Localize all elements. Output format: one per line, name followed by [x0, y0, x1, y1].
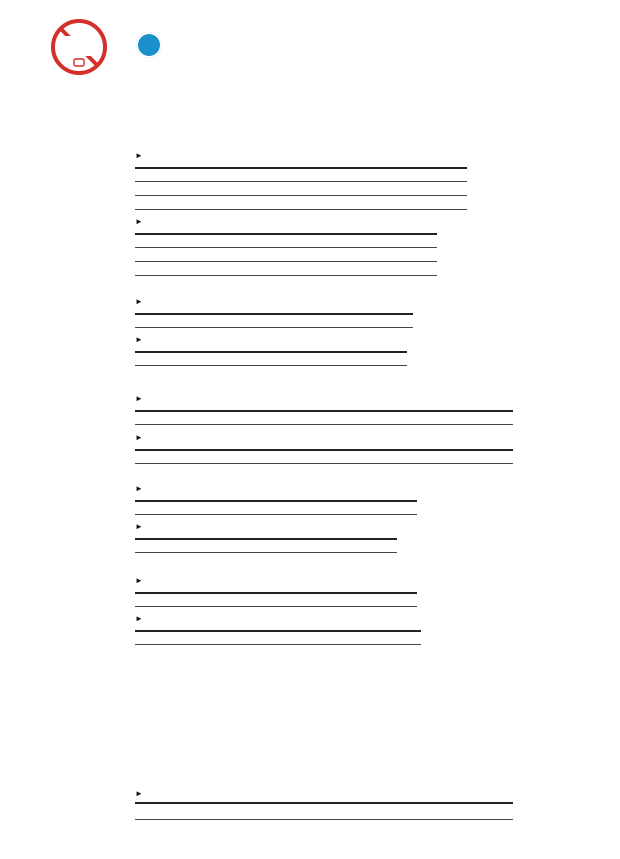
schedule-row	[135, 182, 467, 196]
schedule-row	[135, 248, 437, 262]
schedule-row	[135, 352, 407, 366]
schedule-row	[135, 262, 437, 276]
schedule-row	[135, 450, 513, 464]
divider	[135, 365, 407, 366]
schedule-row	[135, 234, 437, 248]
divider	[135, 552, 397, 553]
route-title	[135, 613, 146, 625]
schedule-row	[135, 631, 421, 645]
napomena-title	[135, 787, 146, 799]
triangle-icon: ►	[135, 217, 143, 226]
triangle-icon: ►	[135, 151, 143, 160]
divider	[135, 802, 513, 804]
triangle-icon: ►	[135, 335, 143, 344]
divider	[135, 275, 437, 276]
route-title	[135, 393, 146, 405]
triangle-icon: ►	[135, 789, 143, 798]
divider	[135, 209, 467, 210]
divider	[135, 819, 513, 820]
schedule-row	[135, 196, 467, 210]
schedule-row	[135, 593, 417, 607]
triangle-icon: ►	[135, 614, 143, 623]
route-title	[135, 216, 146, 228]
divider	[135, 514, 417, 515]
route-title	[135, 296, 146, 308]
schedule-row	[135, 539, 397, 553]
triangle-icon: ►	[135, 522, 143, 531]
triangle-icon: ►	[135, 576, 143, 585]
divider	[135, 424, 513, 425]
triangle-icon: ►	[135, 394, 143, 403]
schedule-row	[135, 168, 467, 182]
divider	[135, 644, 421, 645]
triangle-icon: ►	[135, 433, 143, 442]
route-title	[135, 521, 146, 533]
schedule-row	[135, 411, 513, 425]
triangle-icon: ►	[135, 484, 143, 493]
route-title	[135, 432, 146, 444]
route-title	[135, 334, 146, 346]
schedule-row	[135, 501, 417, 515]
route-title	[135, 483, 146, 495]
route-title	[135, 575, 146, 587]
divider	[135, 606, 417, 607]
bus-logo-icon	[50, 18, 108, 76]
route-title	[135, 150, 146, 162]
divider	[135, 327, 413, 328]
parking-p-icon	[136, 32, 162, 58]
divider	[135, 463, 513, 464]
triangle-icon: ►	[135, 297, 143, 306]
schedule-row	[135, 314, 413, 328]
